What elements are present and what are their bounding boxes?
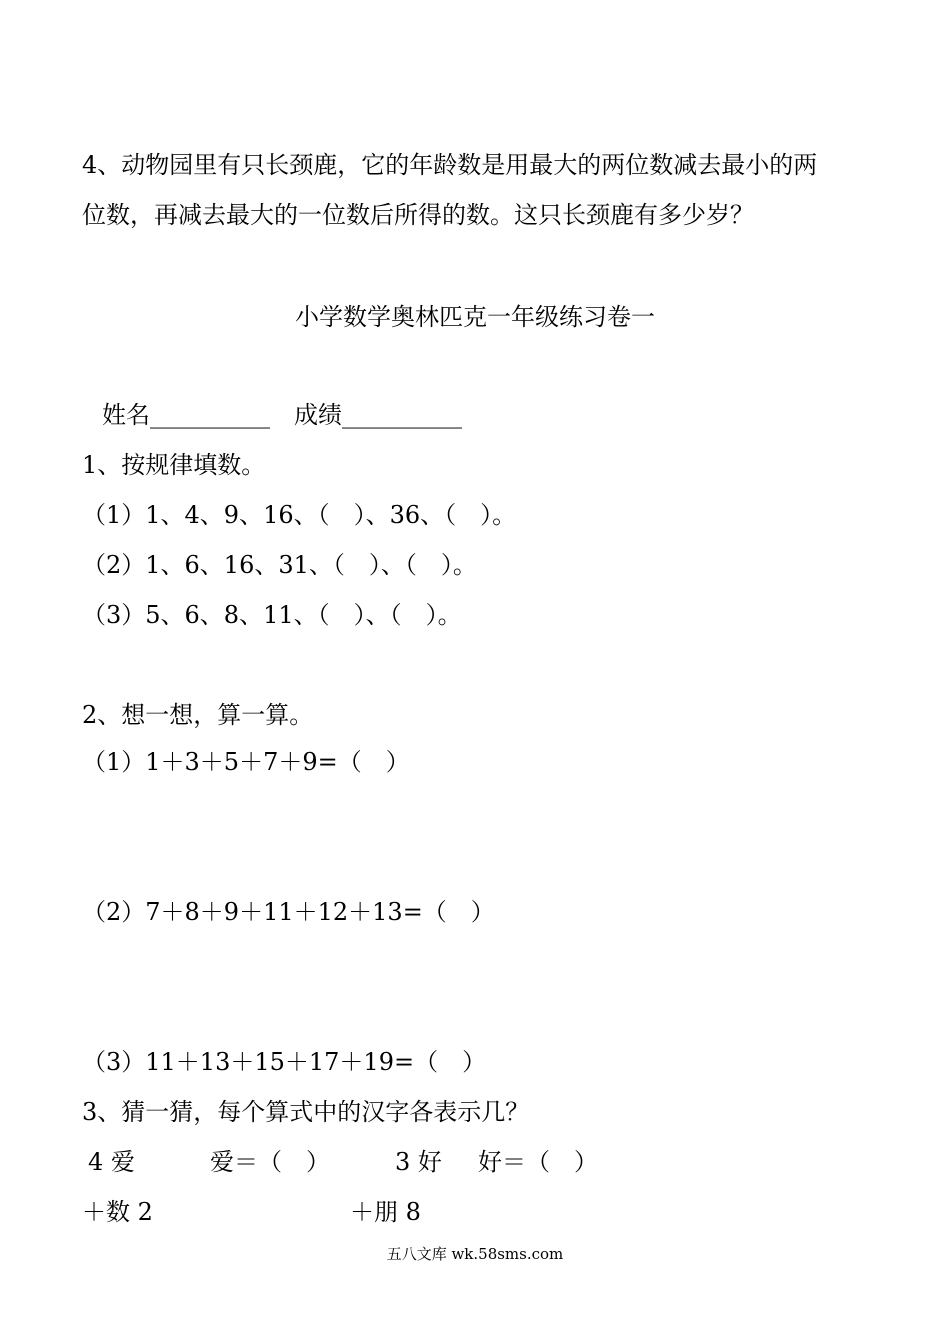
equation2-bottom: ＋朋 8: [350, 1198, 421, 1226]
problem4-line1: 4、动物园里有只长颈鹿，它的年龄数是用最大的两位数减去最小的两: [82, 151, 818, 179]
equation1-answer: 爱＝（ ）: [210, 1148, 330, 1176]
section2-heading: 2、想一想，算一算。: [82, 701, 314, 729]
equation2-top: 3 好: [395, 1148, 442, 1176]
equation1-top: 4 爱: [88, 1148, 135, 1176]
footer-watermark: 五八文库 wk.58sms.com: [386, 1245, 564, 1263]
equation2-answer: 好＝（ ）: [478, 1148, 598, 1176]
section1-heading: 1、按规律填数。: [82, 451, 266, 479]
section2-item-3: （3）11＋13＋15＋17＋19=（ ）: [82, 1048, 487, 1076]
section3-heading: 3、猜一猜，每个算式中的汉字各表示几？: [82, 1098, 530, 1126]
section2-item-1: （1）1＋3＋5＋7＋9=（ ）: [82, 748, 410, 776]
section1-item-3: （3）5、6、8、11、（ ）、（ ）。: [82, 601, 462, 629]
page-title: 小学数学奥林匹克一年级练习卷一: [295, 303, 655, 331]
section1-item-1: （1）1、4、9、16、（ ）、36、（ ）。: [82, 501, 517, 529]
equation1-bottom: ＋数 2: [82, 1198, 153, 1226]
section1-item-2: （2）1、6、16、31、（ ）、（ ）。: [82, 551, 477, 579]
section2-item-2: （2）7＋8＋9＋11＋12＋13=（ ）: [82, 898, 495, 926]
name-score-line: 姓名__________ 成绩__________: [102, 401, 462, 429]
problem4-line2: 位数，再减去最大的一位数后所得的数。这只长颈鹿有多少岁？: [82, 201, 754, 229]
